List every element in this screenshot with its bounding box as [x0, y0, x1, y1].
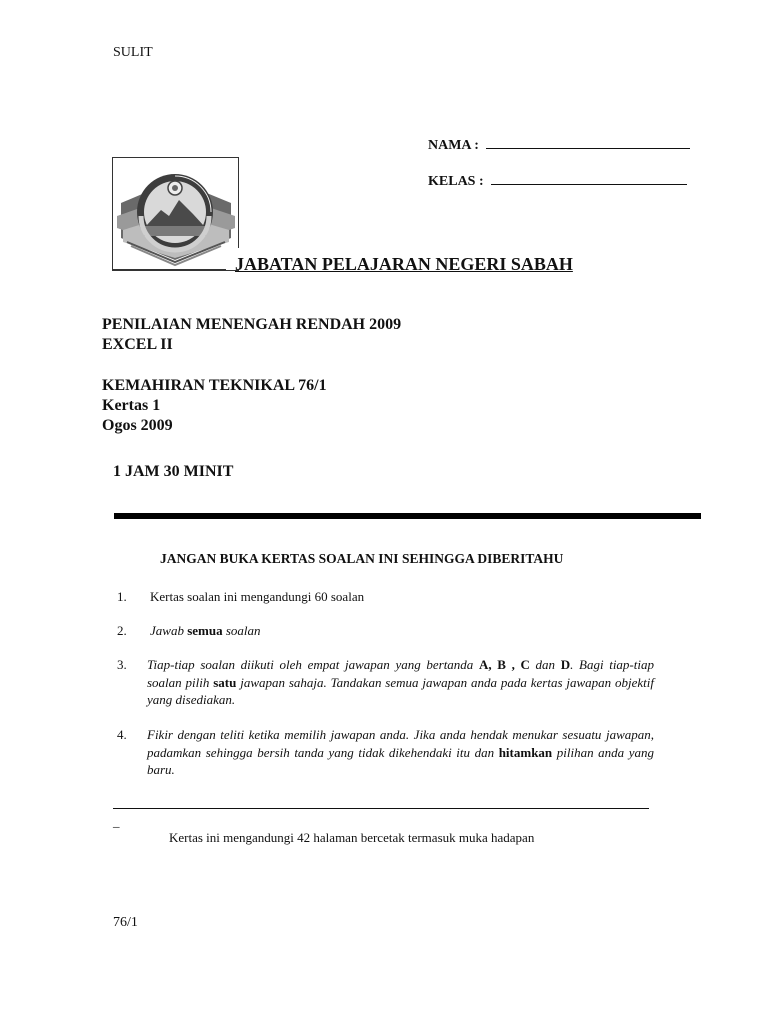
classification-label: SULIT: [113, 45, 153, 60]
duration: 1 JAM 30 MINIT: [113, 463, 234, 480]
exam-month: Ogos 2009: [102, 417, 173, 434]
instruction-number: 3.: [117, 657, 127, 672]
instruction-text: Kertas soalan ini mengandungi 60 soalan: [150, 589, 365, 604]
class-field: [428, 172, 687, 190]
instruction-text: Tiap-tiap soalan diikuti oleh empat jawapan yang bertanda A, B , C dan D. Bagi tiap-tiap soalan pilih satu jawapan sahaja. Tandakan semua jawapan anda pada kertas jawapan objektif yang disediakan.: [147, 657, 654, 707]
exam-series: EXCEL II: [102, 336, 173, 353]
paper-code: 76/1: [113, 915, 138, 930]
class-blank-line[interactable]: [491, 172, 687, 185]
divider-dash: _: [113, 814, 120, 829]
subject-title: KEMAHIRAN TEKNIKAL 76/1: [102, 377, 327, 394]
header-rule-left: [112, 269, 226, 270]
exam-title: PENILAIAN MENENGAH RENDAH 2009: [102, 316, 402, 333]
instruction-number: 4.: [117, 727, 127, 742]
logo-frame: [112, 157, 239, 271]
instruction-number: 2.: [117, 623, 127, 638]
name-label: NAMA :: [428, 138, 479, 153]
thin-divider: [113, 808, 649, 809]
crest-logo: [113, 158, 239, 270]
class-label: KELAS :: [428, 174, 484, 189]
warning-heading: JANGAN BUKA KERTAS SOALAN INI SEHINGGA DIBERITAHU: [160, 551, 564, 566]
page-count-note: Kertas ini mengandungi 42 halaman bercetak termasuk muka hadapan: [169, 830, 535, 845]
instruction-text: Fikir dengan teliti ketika memilih jawapan anda. Jika anda hendak menukar sesuatu jawapan, padamkan sehingga bersih tanda yang tidak dikehendaki itu dan hitamkan pilihan anda yang baru.: [147, 727, 654, 777]
name-blank-line[interactable]: [486, 136, 690, 149]
department-title: JABATAN PELAJARAN NEGERI SABAH: [235, 254, 573, 274]
thick-divider: [114, 513, 701, 519]
paper-number: Kertas 1: [102, 397, 161, 414]
name-field: [428, 136, 690, 154]
instruction-text: Jawab semua soalan: [150, 623, 261, 638]
instruction-number: 1.: [117, 589, 127, 604]
